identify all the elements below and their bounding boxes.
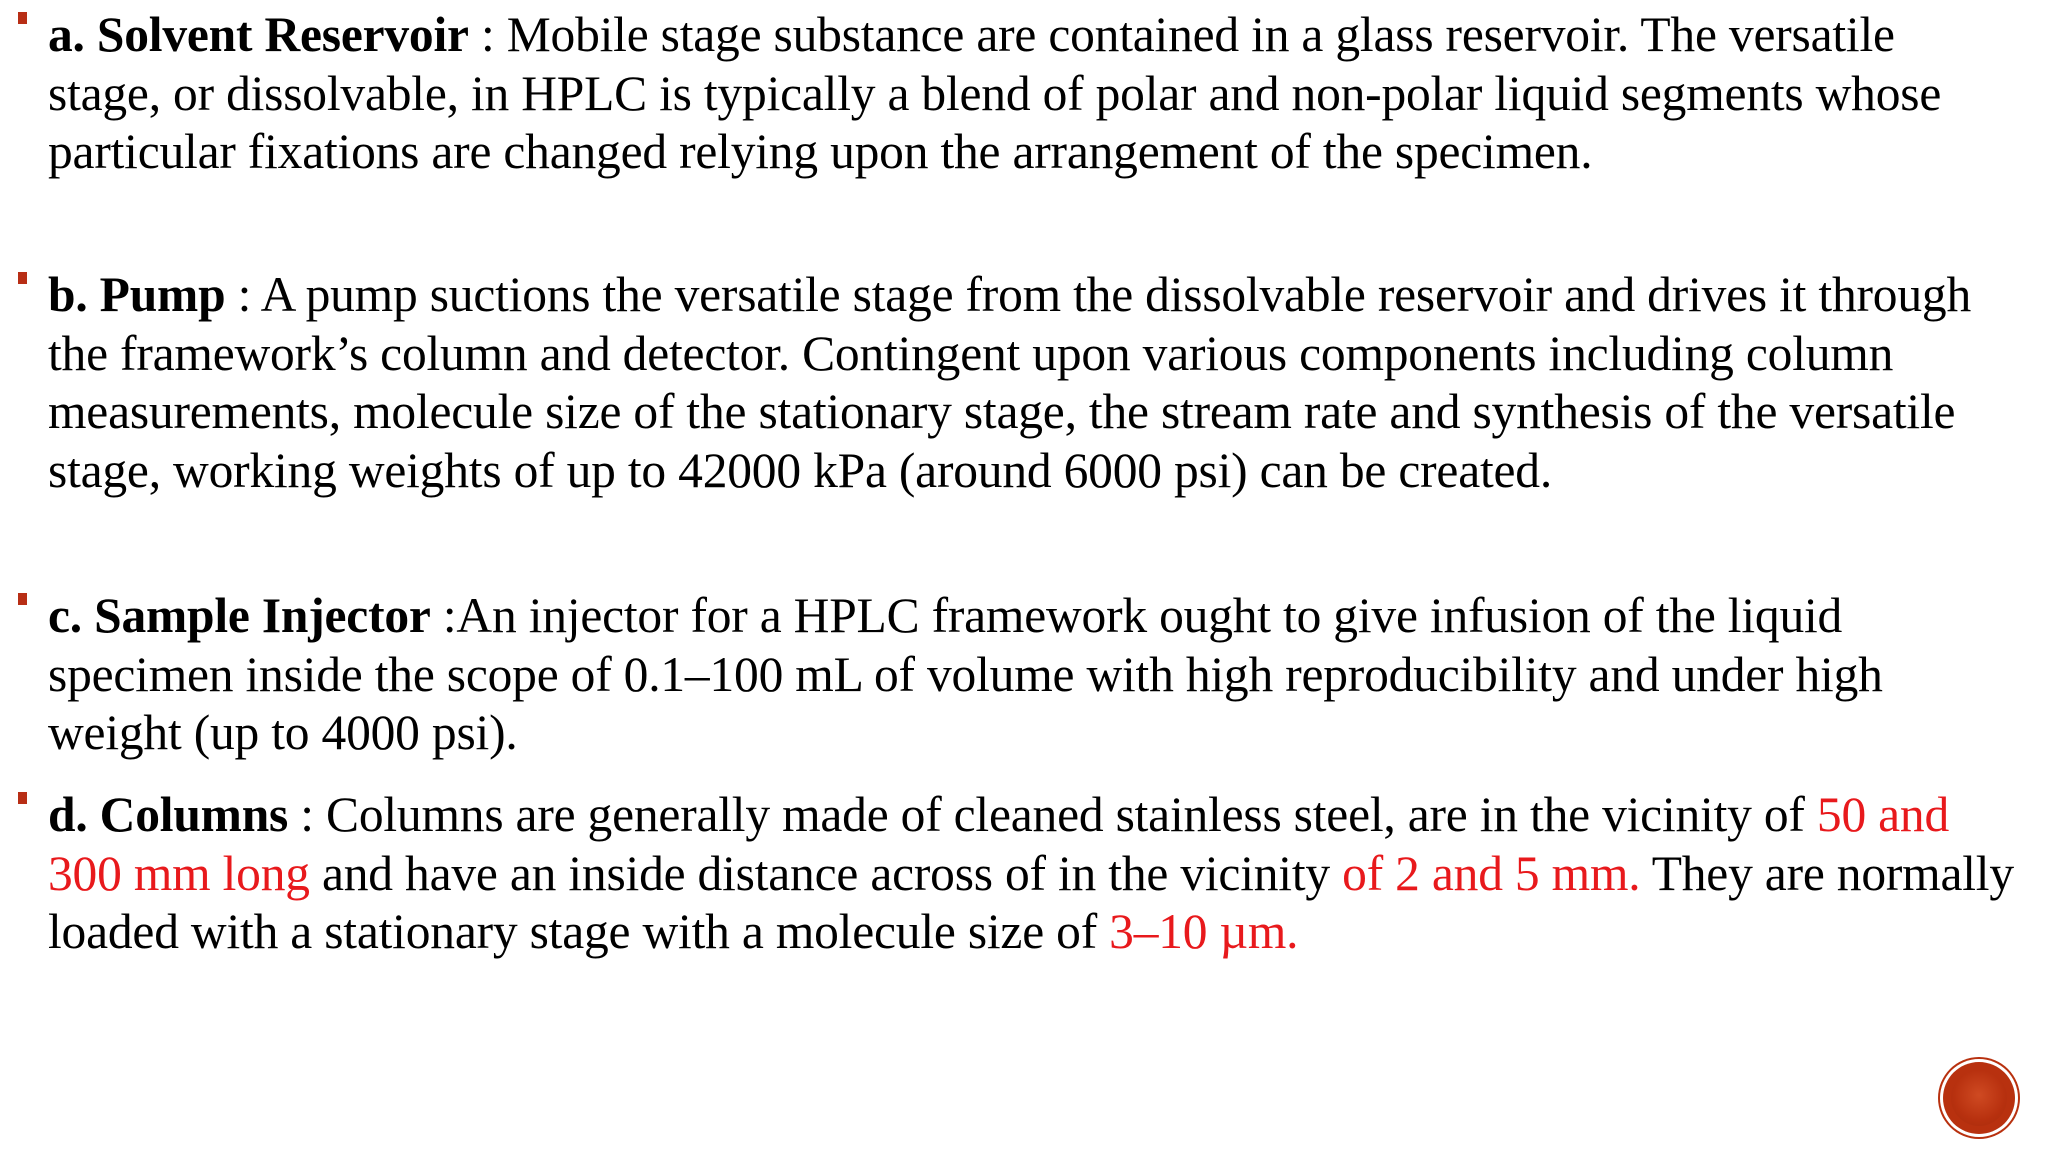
term-solvent-reservoir: a. Solvent Reservoir — [48, 7, 469, 62]
bullet-item-columns — [48, 786, 2018, 962]
bullet-item-sample-injector — [48, 587, 2018, 763]
slide-number-badge-inner — [1951, 1070, 2007, 1126]
description-columns-part-1: : Columns are generally made of cleaned stainless steel, are in the vicinity of — [288, 787, 1817, 842]
term-pump: b. Pump — [48, 267, 226, 322]
square-bullet-icon — [18, 272, 27, 284]
slide-number-badge-icon — [1943, 1062, 2015, 1134]
highlight-particle-size: 3–10 µm. — [1109, 904, 1299, 959]
description-sample-injector: :An injector for a HPLC framework ought to give infusion of the liquid specimen inside the scope of 0.1–100 mL of volume with high reproducibility and under high weight (up to 4000 psi). — [48, 588, 1883, 760]
highlight-column-diameter: of 2 and 5 mm. — [1342, 845, 1641, 901]
term-sample-injector: c. Sample Injector — [48, 588, 431, 643]
term-columns: d. Columns — [48, 787, 289, 842]
highlight-column-length: 50 and 300 mm long — [48, 787, 1950, 901]
square-bullet-icon — [18, 792, 27, 804]
description-pump: : A pump suctions the versatile stage from the dissolvable reservoir and drives it through the framework’s column and detector. Contingent upon various components including column measurements, molecule size of the stationary stage, the stream rate and synthesis of the versatile stage, working weights of up to 42000 kPa (around 6000 psi) can be created. — [48, 267, 1971, 498]
bullet-item-solvent-reservoir — [48, 6, 2018, 182]
square-bullet-icon — [18, 12, 27, 24]
square-bullet-icon — [18, 593, 27, 605]
description-columns-part-2: and have an inside distance across of in the vicinity — [309, 845, 1343, 901]
description-columns-part-3: They are normally loaded with a stationary stage with a molecule size of — [48, 845, 2014, 959]
bullet-item-pump — [48, 266, 2018, 500]
description-solvent-reservoir: : Mobile stage substance are contained in a glass reservoir. The versatile stage, or dissolvable, in HPLC is typically a blend of polar and non-polar liquid segments whose particular fixations are changed relying upon the arrangement of the specimen. — [48, 7, 1942, 179]
